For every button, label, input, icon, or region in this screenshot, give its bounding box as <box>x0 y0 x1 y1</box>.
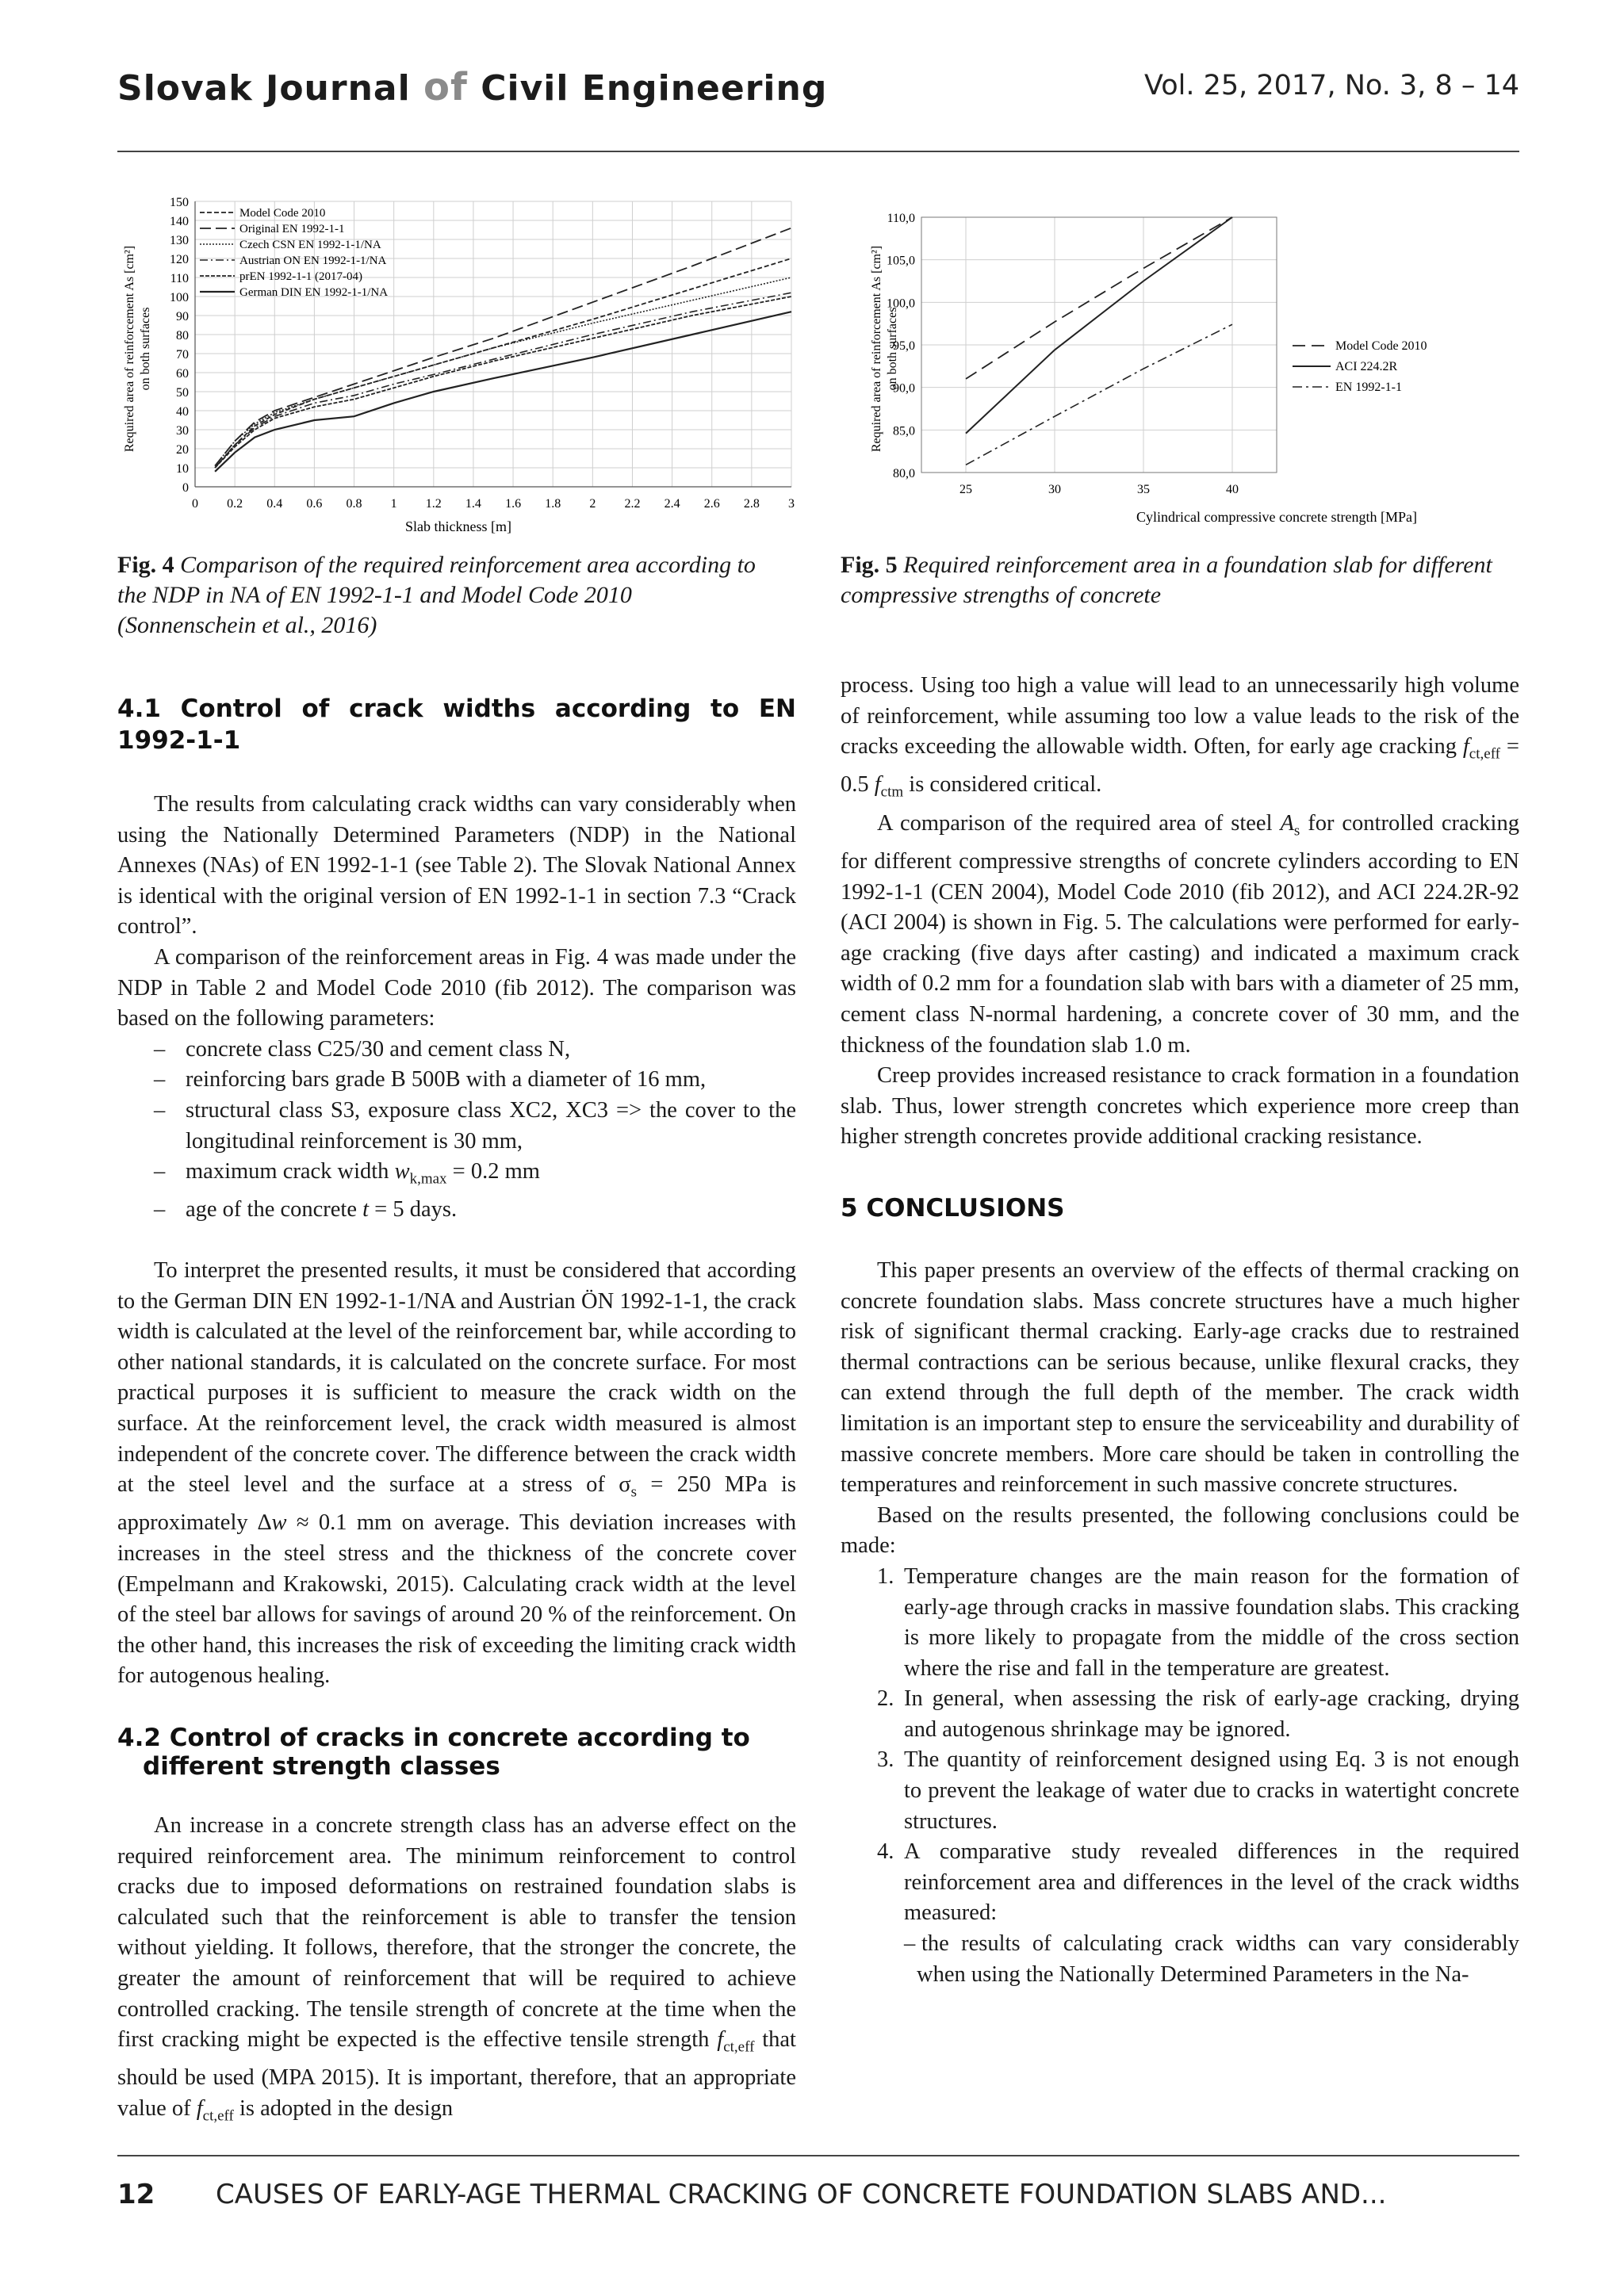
paragraph: This paper presents an overview of the effects of thermal cracking on concrete foundation slabs. Mass concrete structures have a much higher risk of significant thermal cracking. Early-age cracks due to restrained thermal contractions can be serious because, unlike flexural cracks, they can extend through the full depth of the member. The crack width limitation is an important step to ensure the serviceability and durability of massive concrete members. More care should be taken in controlling the temperatures and reinforcement in such massive concrete structures. <box>841 1257 1519 1498</box>
fig5-x-tick: 35 <box>1137 483 1150 496</box>
list-item: – structural class S3, exposure class XC2, XC3 => the cover to the longitudinal reinforcement is 30 mm, <box>117 1096 796 1157</box>
fig4-y-tick: 130 <box>170 234 189 247</box>
fig4-y-tick: 140 <box>170 215 189 228</box>
fig4-y-tick: 90 <box>176 310 189 323</box>
fig4-y-tick: 20 <box>176 443 189 457</box>
fig4-x-tick: 2 <box>589 497 596 511</box>
fig4-series-line <box>215 297 791 468</box>
fig4-x-tick: 1.8 <box>545 497 561 511</box>
fig4-x-tick: 3 <box>788 497 795 511</box>
paragraph: process. Using too high a value will lead to an unnecessarily high volume of reinforcement, while assuming too low a value leads to the risk of the cracks exceeding the allowable width. Often, for early age cracking $f_{ct,eff} = 0.5$ $f_{ctm}$ is considered critical. <box>841 673 1519 802</box>
fig5-x-tick: 40 <box>1226 483 1239 496</box>
fig4-y-tick: 80 <box>176 329 189 342</box>
fig4-y-tick: 30 <box>176 424 189 438</box>
fig5-axes <box>887 212 1277 496</box>
fig4-x-tick: 2.4 <box>664 497 680 511</box>
left-column <box>117 693 796 2132</box>
fig4-x-tick: 1 <box>390 497 397 511</box>
fig4-ylabel-2: on both surfaces <box>139 307 152 391</box>
paragraph: Based on the results presented, the following conclusions could be made: <box>841 1502 1519 1559</box>
fig5-ylabel-2: on both surfaces <box>886 307 899 391</box>
fig5-series-line <box>966 217 1232 379</box>
fig4-y-tick: 100 <box>170 291 189 304</box>
paragraph: To interpret the presented results, it must be considered that according to the German DIN EN 1992-1-1/NA and Austrian ÖN 1992-1-1, the crack width is calculated at the level of the reinforcement bar, while according to other national standards, it is calculated on the concrete surface. For most practical purposes it is sufficient to measure the crack width on the surface. At the reinforcement level, the crack width measured is almost independent of the concrete cover. The difference between the crack width at the steel level and the surface at a stress of $\sigma_s = 250$ MPa is approximately ∆w ≈ 0.1 mm on average. This deviation increases with increases in the steel stress and the thickness of the concrete cover (Empelmann and Krakowski, 2015). Calculating crack width at the level of the steel bar allows for savings of around 20 % of the reinforcement. On the other hand, this increases the risk of exceeding the limiting crack width for autogenous healing. <box>117 1258 796 1689</box>
fig4-y-tick: 60 <box>176 367 189 381</box>
fig4-y-tick: 0 <box>182 481 189 495</box>
fig4-x-tick: 2.2 <box>624 497 641 511</box>
list-item: – maximum crack width $w_{k,max} = 0.2$ mm <box>117 1157 796 1195</box>
fig4-legend-label: German DIN EN 1992-1-1/NA <box>239 286 389 299</box>
fig4-x-tick: 0.6 <box>306 497 323 511</box>
fig4-series-line <box>215 277 791 466</box>
sub-list-item: – the results of calculating crack widths can vary considerably when using the Nationally Determined Parameters in the Na- <box>904 1931 1519 1987</box>
fig4-x-tick: 1.6 <box>505 497 522 511</box>
fig4-y-tick: 120 <box>170 253 189 266</box>
fig5-x-tick: 30 <box>1048 483 1061 496</box>
figure-5-caption: Fig. 5 Required reinforcement area in a foundation slab for different compressive strengths of concrete <box>841 552 1492 608</box>
list-item: 4. A comparative study revealed differences in the required reinforcement area and differences in the level of the crack widths measured: <box>877 1839 1519 1926</box>
fig4-x-tick: 2.8 <box>743 497 760 511</box>
fig5-legend-label: EN 1992-1-1 <box>1335 381 1402 394</box>
fig4-y-tick: 40 <box>176 405 189 419</box>
fig5-y-tick: 110,0 <box>887 212 915 225</box>
section-5-heading: 5 CONCLUSIONS <box>841 1193 1065 1223</box>
parameter-list <box>117 1035 796 1226</box>
fig4-x-tick: 0 <box>192 497 198 511</box>
fig5-xlabel: Cylindrical compressive concrete strength [MPa] <box>1136 509 1417 525</box>
fig5-y-tick: 80,0 <box>893 467 915 480</box>
list-item: – age of the concrete t = 5 days. <box>117 1195 796 1226</box>
fig4-y-tick: 70 <box>176 348 189 362</box>
paragraph: Creep provides increased resistance to crack formation in a foundation slab. Thus, lower strength concretes which experience more creep than higher strength concretes provide additional cracking resistance. <box>841 1063 1519 1150</box>
list-item: 1. Temperature changes are the main reason for the formation of early-age through cracks in massive foundation slabs. This cracking is more likely to propagate from the middle of the cross section where the rise and fall in the temperature are greatest. <box>877 1563 1519 1681</box>
fig5-legend <box>1293 339 1427 394</box>
fig4-x-tick: 1.2 <box>425 497 442 511</box>
fig5-series-line <box>966 217 1232 434</box>
fig4-x-tick: 0.2 <box>227 497 243 511</box>
figure-5-chart <box>864 198 1522 531</box>
figure-4-chart <box>117 190 807 547</box>
section-4-1-heading: 4.1 Control of crack widths according to EN 1992-1-1 <box>117 695 796 755</box>
fig4-legend-label: Czech CSN EN 1992-1-1/NA <box>239 239 381 251</box>
fig5-series <box>966 217 1232 465</box>
paragraph: The results from calculating crack widths can vary considerably when using the Nationally Determined Parameters (NDP) in the National Annexes (NAs) of EN 1992-1-1 (see Table 2). The Slovak National Annex is identical with the original version of EN 1992-1-1 in section 7.3 “Crack control”. <box>117 792 796 939</box>
fig5-legend-label: ACI 224.2R <box>1335 360 1398 373</box>
header-rule <box>117 151 1519 152</box>
footer-rule <box>117 2155 1519 2156</box>
figure-4-caption: Fig. 4 Comparison of the required reinforcement area according to the NDP in NA of EN 1992-1-1 and Model Code 2010 (Sonnenschein et al., 2016) <box>117 552 756 638</box>
fig4-x-tick: 0.8 <box>346 497 362 511</box>
fig5-y-tick: 105,0 <box>887 254 915 268</box>
list-item: – reinforcing bars grade B 500B with a diameter of 16 mm, <box>117 1065 796 1096</box>
journal-title: Slovak Journal of Civil Engineering <box>117 65 828 109</box>
fig4-ylabel: Required area of reinforcement As [cm²] <box>123 245 136 453</box>
paragraph: A comparison of the reinforcement areas in Fig. 4 was made under the NDP in Table 2 and Model Code 2010 (fib 2012). The comparison was based on the following parameters: <box>117 944 796 1031</box>
fig4-y-tick: 10 <box>176 462 189 476</box>
fig4-legend-label: Model Code 2010 <box>239 207 326 220</box>
paragraph: A comparison of the required area of steel $A_s$ for controlled cracking for different compressive strengths of concrete cylinders according to EN 1992-1-1 (CEN 2004), Model Code 2010 (fib 2012), and ACI 224.2R-92 (ACI 2004) is shown in Fig. 5. The calculations were performed for early-age cracking (five days after casting) and indicated a maximum crack width of 0.2 mm for a foundation slab with bars with a diameter of 25 mm, cement class N-normal hardening, a concrete cover of 30 mm, and the thickness of the foundation slab 1.0 m. <box>841 810 1519 1058</box>
page-number: 12 <box>117 2179 155 2210</box>
running-title: CAUSES OF EARLY-AGE THERMAL CRACKING OF CONCRETE FOUNDATION SLABS AND... <box>216 2179 1387 2210</box>
volume-info: Vol. 25, 2017, No. 3, 8 – 14 <box>1143 70 1519 101</box>
fig4-legend-label: prEN 1992-1-1 (2017-04) <box>239 270 362 283</box>
section-4-2-heading: 4.2 Control of cracks in concrete according to different strength classes <box>117 1724 750 1781</box>
fig5-x-tick: 25 <box>959 483 972 496</box>
fig4-series-line <box>215 293 791 468</box>
list-item: – concrete class C25/30 and cement class N, <box>117 1035 796 1066</box>
fig4-y-tick: 50 <box>176 386 189 400</box>
fig4-y-tick: 150 <box>170 196 189 209</box>
fig4-legend-label: Original EN 1992-1-1 <box>239 223 345 235</box>
fig4-xlabel: Slab thickness [m] <box>405 519 511 534</box>
right-column <box>841 671 1519 1990</box>
list-item: 2. In general, when assessing the risk of early-age cracking, drying and autogenous shrinkage may be ignored. <box>877 1686 1519 1742</box>
fig5-series-line <box>966 324 1232 465</box>
fig5-y-tick: 90,0 <box>893 381 915 396</box>
fig5-ylabel: Required area of reinforcement As [cm²] <box>870 245 883 453</box>
fig5-gridlines <box>921 217 1277 473</box>
fig4-x-tick: 2.6 <box>703 497 720 511</box>
fig5-y-tick: 100,0 <box>887 297 915 311</box>
conclusions-list <box>841 1562 1519 1929</box>
fig4-legend-label: Austrian ON EN 1992-1-1/NA <box>239 254 387 267</box>
fig4-x-tick: 1.4 <box>465 497 481 511</box>
paragraph: An increase in a concrete strength class has an adverse effect on the required reinforcement area. The minimum reinforcement to control cracks due to imposed deformations on restrained foundation slabs is calculated such that the reinforcement is able to transfer the tension without yielding. It follows, therefore, that the stronger the concrete, the greater the amount of reinforcement that will be required to achieve controlled cracking. The tensile strength of concrete at the time when the first cracking might be expected is the effective tensile strength $f_{ct,eff}$ that should be used (MPA 2015). It is important, therefore, that an appropriate value of $f_{ct,eff}$ is adopted in the design <box>117 1813 796 2125</box>
fig5-y-tick: 85,0 <box>893 424 915 438</box>
fig4-x-tick: 0.4 <box>266 497 283 511</box>
fig4-y-tick: 110 <box>170 272 189 285</box>
fig5-legend-label: Model Code 2010 <box>1335 339 1427 353</box>
fig5-y-tick: 95,0 <box>893 339 915 353</box>
list-item: 3. The quantity of reinforcement designed using Eq. 3 is not enough to prevent the leakage of water due to cracks in watertight concrete structures. <box>877 1747 1519 1834</box>
